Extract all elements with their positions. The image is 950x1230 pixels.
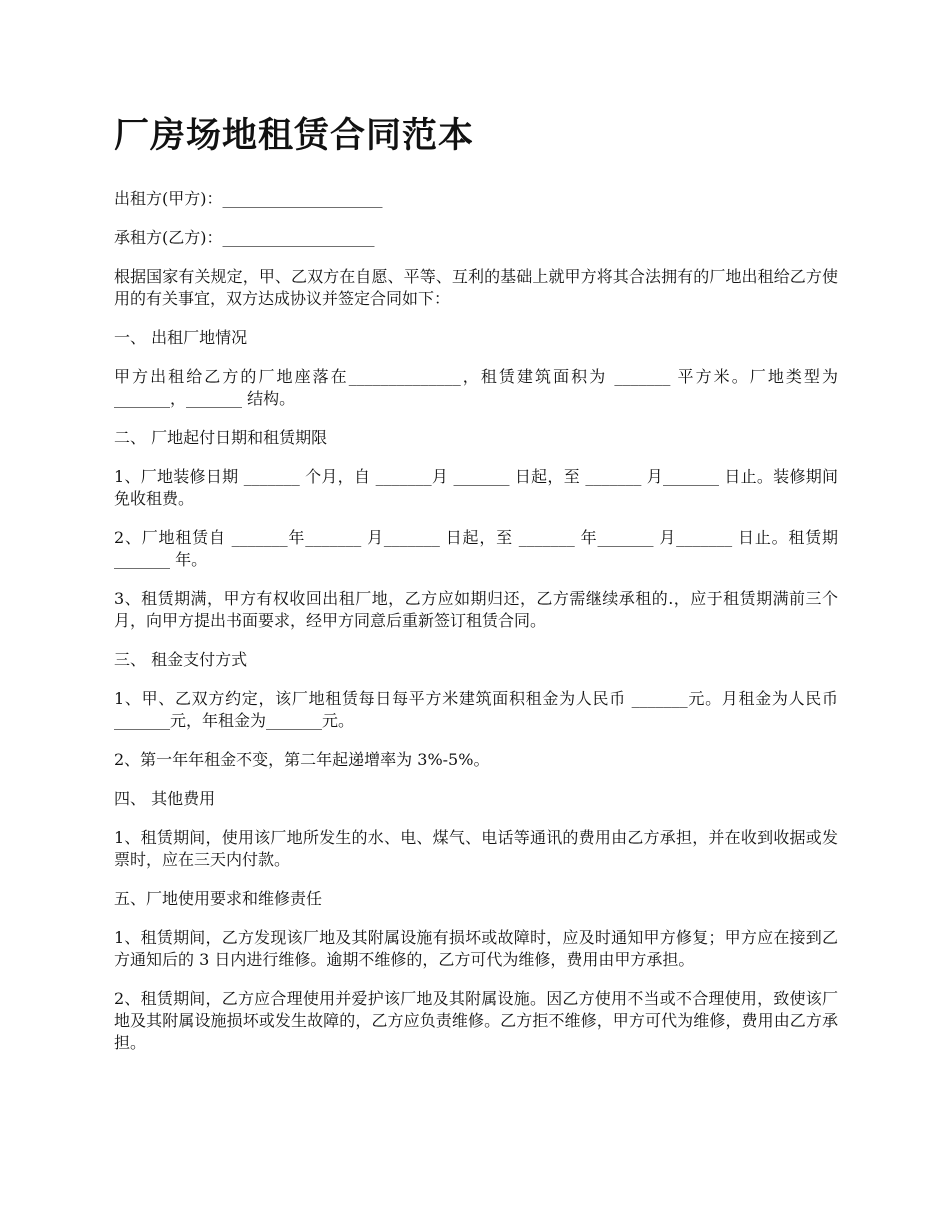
clause-paragraph: 3、租赁期满，甲方有权收回出租厂地，乙方应如期归还，乙方需继续承租的.，应于租赁期满前三个月，向甲方提出书面要求，经甲方同意后重新签订租赁合同。 [114, 589, 838, 630]
clause-paragraph: 1、甲、乙双方约定，该厂地租赁每日每平方米建筑面积租金为人民币 _______元。月租金为人民币_______元，年租金为_______元。 [114, 689, 838, 730]
clause-paragraph: 甲方出租给乙方的厂地座落在______________，租赁建筑面积为 _______ 平方米。厂地类型为 _______，_______ 结构。 [114, 367, 838, 408]
lessor-line: 出租方(甲方)：____________________ [114, 189, 383, 208]
section-heading-3: 三、 租金支付方式 [114, 650, 248, 669]
clause-paragraph: 1、租赁期间，使用该厂地所发生的水、电、煤气、电话等通讯的费用由乙方承担，并在收到收据或发票时，应在三天内付款。 [114, 828, 838, 869]
section-heading-2: 二、 厂地起付日期和租赁期限 [114, 428, 328, 447]
clause-paragraph: 2、厂地租赁自 _______年_______ 月_______ 日起，至 _______ 年_______ 月_______ 日止。租赁期_______ 年。 [114, 528, 838, 569]
clause-paragraph: 2、租赁期间，乙方应合理使用并爱护该厂地及其附属设施。因乙方使用不当或不合理使用，致使该厂地及其附属设施损坏或发生故障的，乙方应负责维修。乙方拒不维修，甲方可代为维修，费用由乙方承担。 [114, 989, 838, 1052]
section-heading-4: 四、 其他费用 [114, 789, 216, 808]
clause-paragraph: 2、第一年年租金不变，第二年起递增率为 3%-5%。 [114, 750, 490, 769]
clause-paragraph: 1、租赁期间，乙方发现该厂地及其附属设施有损坏或故障时，应及时通知甲方修复；甲方应在接到乙方通知后的 3 日内进行维修。逾期不维修的，乙方可代为维修，费用由甲方承担。 [114, 928, 838, 969]
section-heading-5: 五、厂地使用要求和维修责任 [114, 889, 323, 908]
lessee-line: 承租方(乙方)：___________________ [114, 228, 375, 247]
document-title: 厂房场地租赁合同范本 [114, 116, 475, 156]
preamble-paragraph: 根据国家有关规定，甲、乙双方在自愿、平等、互利的基础上就甲方将其合法拥有的厂地出租给乙方使用的有关事宜，双方达成协议并签定合同如下： [114, 267, 838, 308]
clause-paragraph: 1、厂地装修日期 _______ 个月，自 _______月 _______ 日起，至 _______ 月_______ 日止。装修期间免收租费。 [114, 467, 838, 508]
section-heading-1: 一、 出租厂地情况 [114, 328, 248, 347]
